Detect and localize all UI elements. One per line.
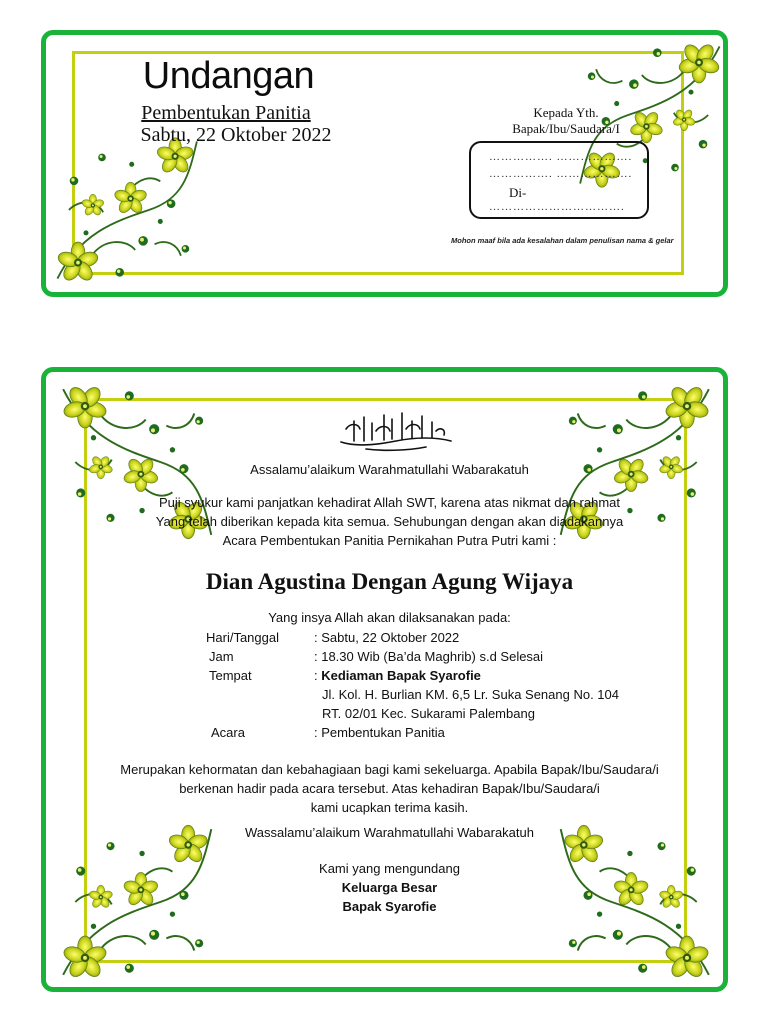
recipient-heading-titles: Bapak/Ibu/Saudara/I	[512, 121, 620, 136]
invitation-title: Undangan	[142, 55, 315, 97]
intro-line: Acara Pembentukan Panitia Pernikahan Putra Putri kami :	[222, 533, 557, 548]
closing-line: Merupakan kehormatan dan kebahagiaan bagi kami sekeluarga. Apabila Bapak/Ibu/Saudara/i	[120, 762, 659, 777]
closing-greeting: Wassalamu’alaikum Warahmatullahi Wabarakatuh	[244, 825, 534, 840]
detail-value-event: : Pembentukan Panitia	[314, 725, 445, 740]
invitation-date: Sabtu, 22 Oktober 2022	[140, 124, 332, 146]
invitation-subtitle: Pembentukan Panitia	[141, 102, 311, 124]
apology-note: Mohon maaf bila ada kesalahan dalam penulisan nama & gelar	[451, 236, 674, 245]
detail-label-event: Acara	[211, 725, 245, 740]
recipient-heading: Kepada Yth.	[533, 105, 599, 120]
signoff-family: Keluarga Besar	[341, 880, 438, 895]
detail-place-name: Kediaman Bapak Syarofie	[321, 668, 481, 683]
floral-corner-icon	[46, 130, 216, 290]
address-line: ……………. ……………….	[489, 151, 633, 163]
schedule-intro: Yang insya Allah akan dilaksanakan pada:	[268, 610, 511, 625]
intro-line: Yang telah diberikan kepada kita semua. Sehubungan dengan akan diadakannya	[155, 514, 624, 529]
detail-value-day: : Sabtu, 22 Oktober 2022	[314, 630, 460, 645]
invitation-letter-card	[41, 367, 728, 992]
detail-place-address: Jl. Kol. H. Burlian KM. 6,5 Lr. Suka Senang No. 104	[322, 687, 619, 702]
detail-label-place: Tempat	[209, 668, 252, 683]
detail-place-address: RT. 02/01 Kec. Sukarami Palembang	[322, 706, 535, 721]
signoff-intro: Kami yang mengundang	[319, 861, 460, 876]
intro-line: Puji syukur kami panjatkan kehadirat Allah SWT, karena atas nikmat dan rahmat	[158, 495, 620, 510]
address-di-label: Di-	[509, 185, 527, 200]
basmala-calligraphy-icon	[336, 407, 456, 452]
signoff-name: Bapak Syarofie	[342, 899, 437, 914]
address-line: ……………. ……………….	[489, 168, 633, 180]
couple-names: Dian Agustina Dengan Agung Wijaya	[205, 569, 574, 594]
detail-place-colon: :	[314, 668, 322, 683]
address-line: …………………………….	[489, 201, 625, 213]
detail-value-time: : 18.30 Wib (Ba’da Maghrib) s.d Selesai	[314, 649, 544, 664]
closing-line: kami ucapkan terima kasih.	[310, 800, 469, 815]
recipient-address-box	[469, 141, 649, 219]
envelope-card	[41, 30, 728, 297]
closing-line: berkenan hadir pada acara tersebut. Atas kehadiran Bapak/Ibu/Saudara/i	[179, 781, 600, 796]
detail-label-day: Hari/Tanggal	[206, 630, 279, 645]
opening-greeting: Assalamu’alaikum Warahmatullahi Wabarakatuh	[250, 462, 529, 477]
detail-label-time: Jam	[209, 649, 234, 664]
detail-value-place	[314, 667, 481, 685]
